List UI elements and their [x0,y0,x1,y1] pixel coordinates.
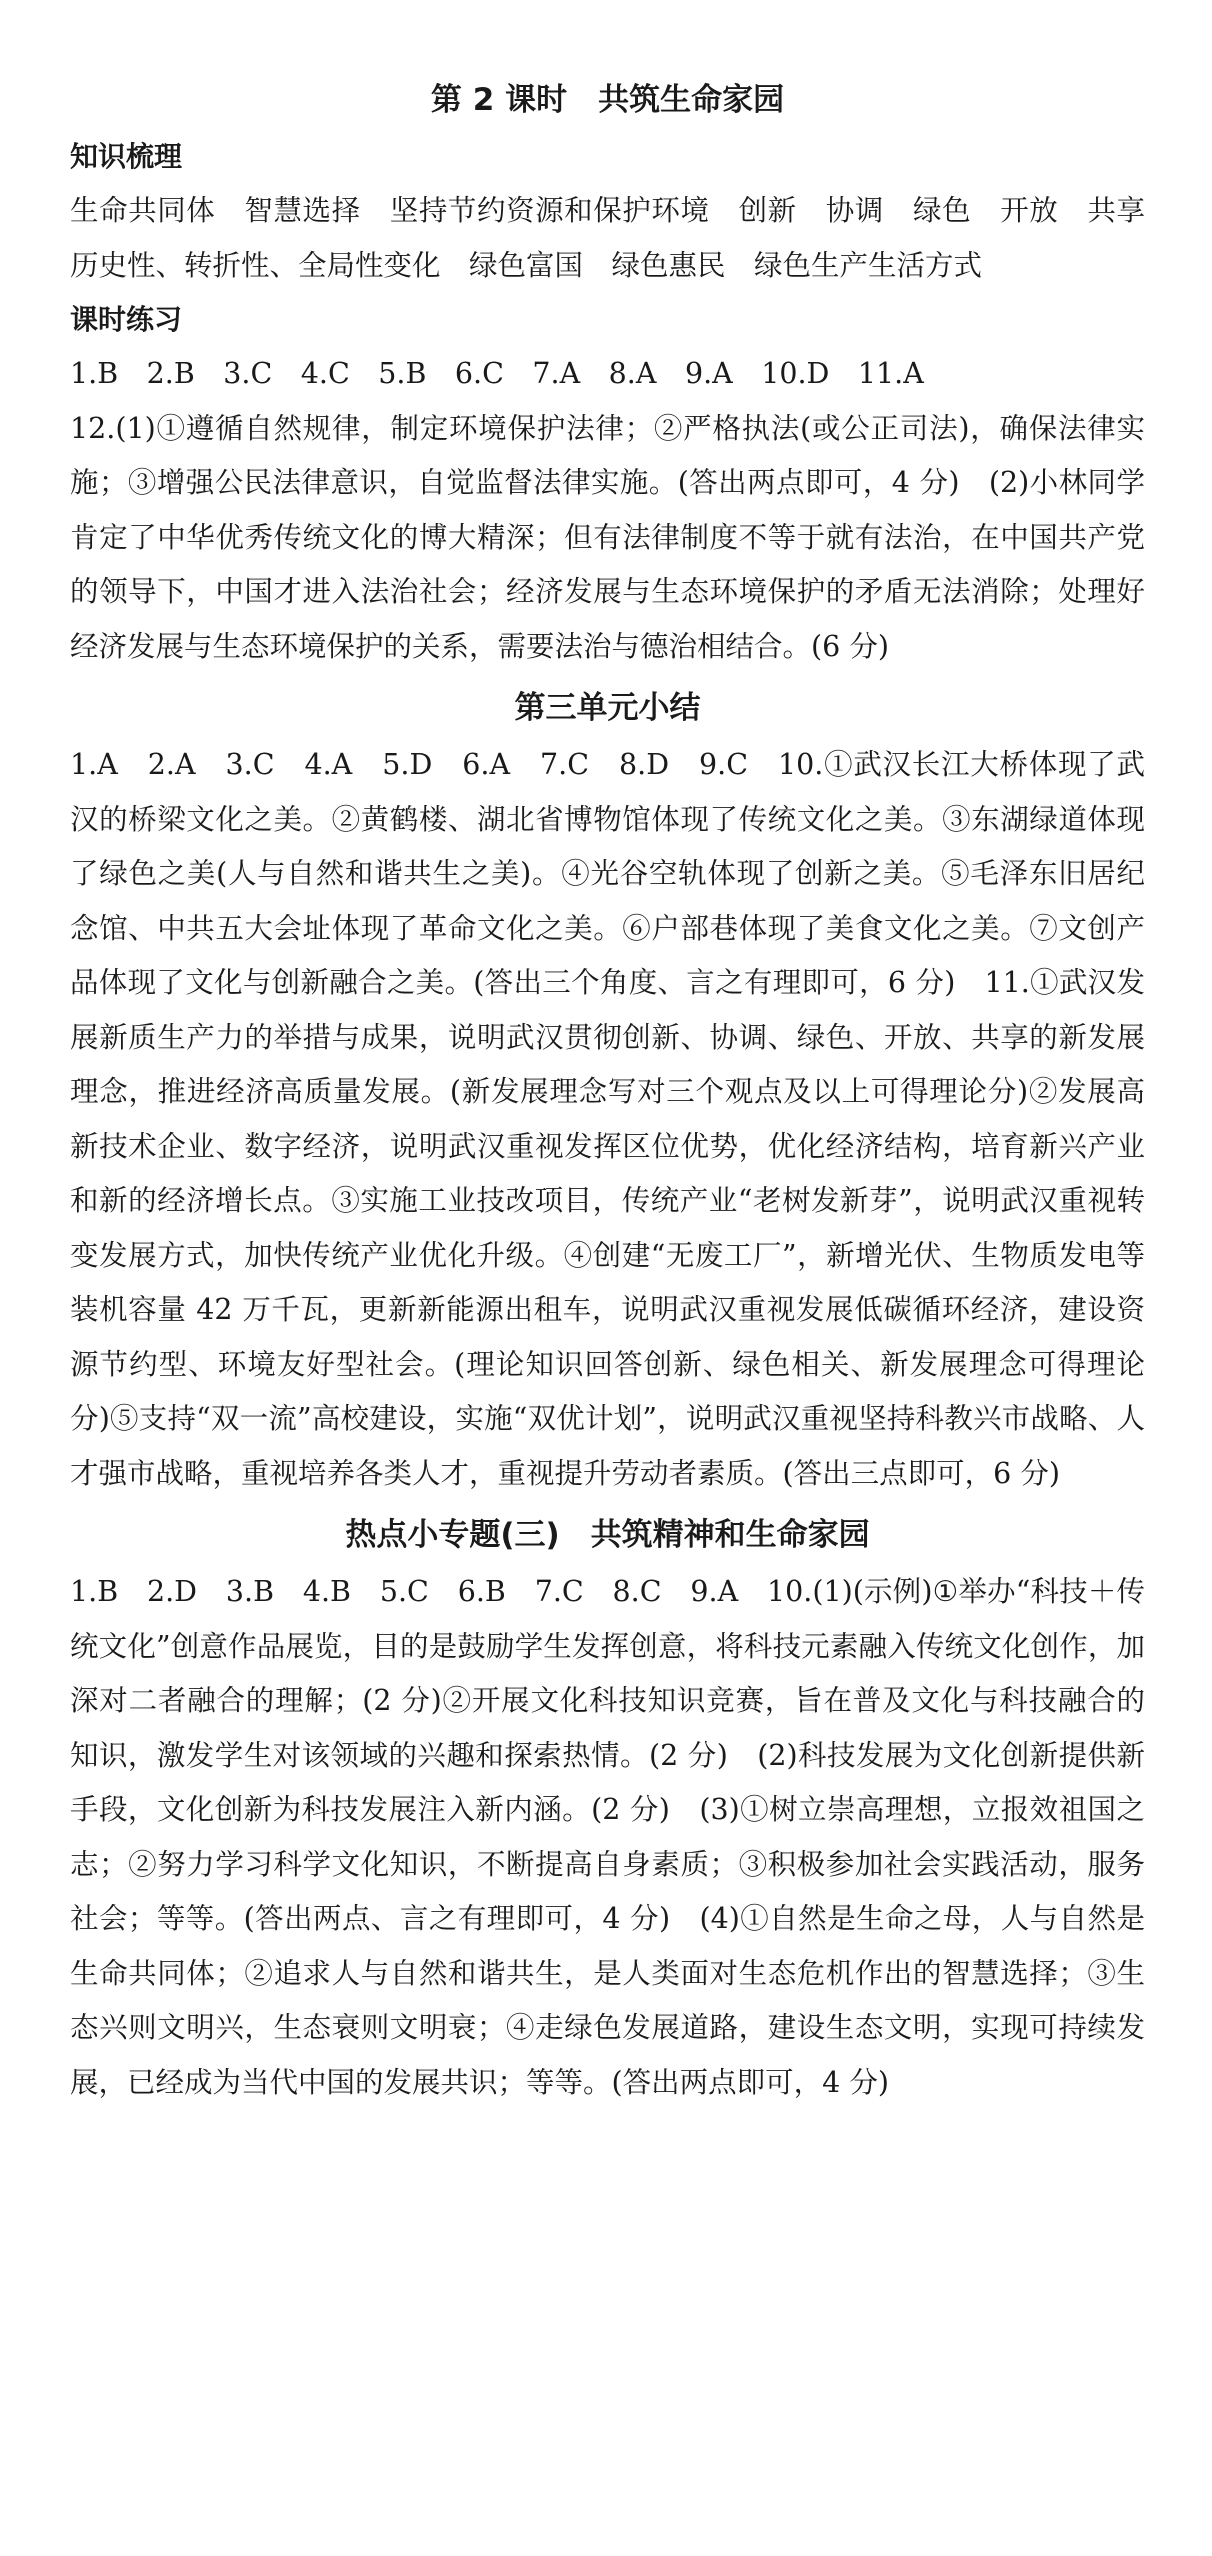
hot-topic-answers: 1.B 2.D 3.B 4.B 5.C 6.B 7.C 8.C 9.A 10.(1)(示例)①举办“科技＋传统文化”创意作品展览，目的是鼓励学生发挥创意，将科技元素融入传统文化创作，加深对二者融合的理解；(2 分)②开展文化科技知识竞赛，旨在普及文化与科技融合的知识，激发学生对该领域的兴趣和探索热情。(2 分) (2)科技发展为文化创新提供新手段，文化创新为科技发展注入新内涵。(2 分) (3)①树立崇高理想，立报效祖国之志；②努力学习科学文化知识，不断提高自身素质；③积极参加社会实践活动，服务社会；等等。(答出两点、言之有理即可，4 分) (4)①自然是生命之母，人与自然是生命共同体；②追求人与自然和谐共生，是人类面对生态危机作出的智慧选择；③生态兴则文明兴，生态衰则文明衰；④走绿色发展道路，建设生态文明，实现可持续发展，已经成为当代中国的发展共识；等等。(答出两点即可，4 分) [70,1575,1146,2099]
knowledge-heading: 知识梳理 [70,140,183,173]
practice-q12: 12.(1)①遵循自然规律，制定环境保护法律；②严格执法(或公正司法)，确保法律实施；③增强公民法律意识，自觉监督法律实施。(答出两点即可，4 分) (2)小林同学肯定了中华优秀传统文化的博大精深；但有法律制度不等于就有法治，在中国共产党的领导下，中国才进入法治社会；经济发展与生态环境保护的矛盾无法消除；处理好经济发展与生态环境保护的关系，需要法治与德治相结合。(6 分) [70,411,1145,663]
hot-topic-title: 热点小专题(三) 共筑精神和生命家园 [345,1517,870,1553]
knowledge-summary: 生命共同体 智慧选择 坚持节约资源和保护环境 创新 协调 绿色 开放 共享 历史性、转折性、全局性变化 绿色富国 绿色惠民 绿色生产生活方式 [70,194,1174,282]
unit-summary-title: 第三单元小结 [514,690,701,726]
lesson-title: 第 2 课时 共筑生命家园 [430,82,785,118]
answer-page [70,70,1174,2110]
practice-answers: 1.B 2.B 3.C 4.C 5.B 6.C 7.A 8.A 9.A 10.D 11.A [70,357,924,390]
unit-summary-answers: 1.A 2.A 3.C 4.A 5.D 6.A 7.C 8.D 9.C 10.①武汉长江大桥体现了武汉的桥梁文化之美。②黄鹤楼、湖北省博物馆体现了传统文化之美。③东湖绿道体现了绿色之美(人与自然和谐共生之美)。④光谷空轨体现了创新之美。⑤毛泽东旧居纪念馆、中共五大会址体现了革命文化之美。⑥户部巷体现了美食文化之美。⑦文创产品体现了文化与创新融合之美。(答出三个角度、言之有理即可，6 分) 11.①武汉发展新质生产力的举措与成果，说明武汉贯彻创新、协调、绿色、开放、共享的新发展理念，推进经济高质量发展。(新发展理念写对三个观点及以上可得理论分)②发展高新技术企业、数字经济，说明武汉重视发挥区位优势，优化经济结构，培育新兴产业和新的经济增长点。③实施工业技改项目，传统产业“老树发新芽”，说明武汉重视转变发展方式，加快传统产业优化升级。④创建“无废工厂”，新增光伏、生物质发电等装机容量 42 万千瓦，更新新能源出租车，说明武汉重视发展低碳循环经济，建设资源节约型、环境友好型社会。(理论知识回答创新、绿色相关、新发展理念可得理论分)⑤支持“双一流”高校建设，实施“双优计划”，说明武汉重视坚持科教兴市战略、人才强市战略，重视培养各类人才，重视提升劳动者素质。(答出三点即可，6 分) [70,748,1145,1490]
practice-heading: 课时练习 [70,303,183,336]
